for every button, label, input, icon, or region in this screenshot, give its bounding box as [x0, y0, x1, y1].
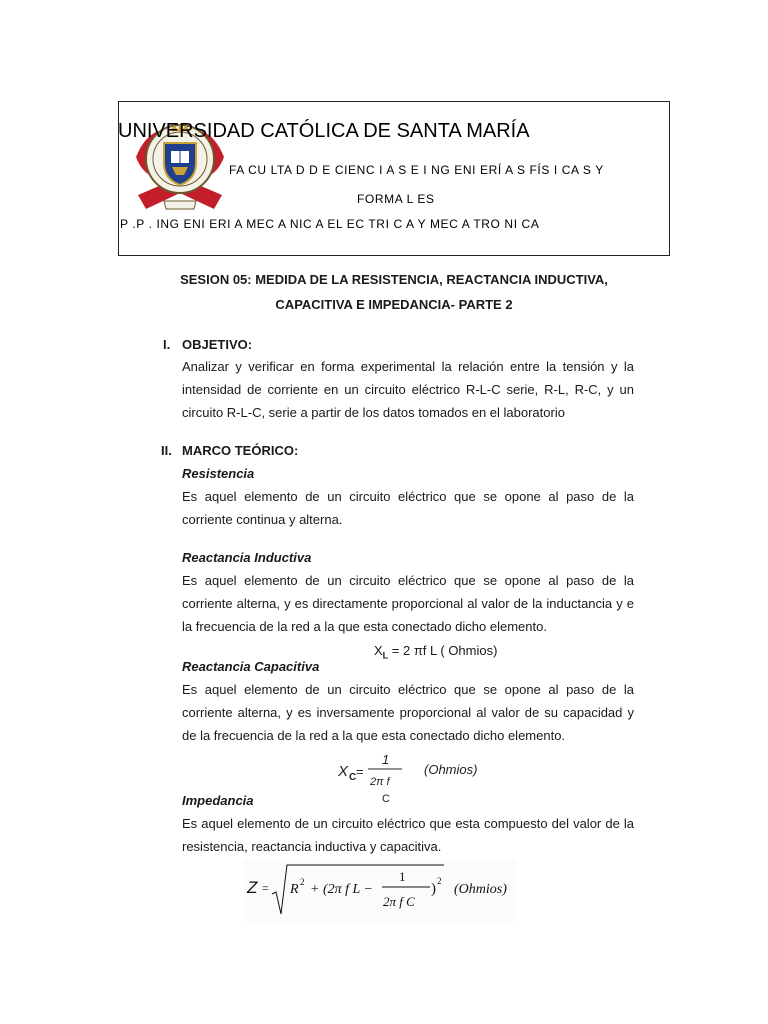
theory-heading: MARCO TEÓRICO: [182, 443, 299, 458]
formula-xc-lhs: X [338, 763, 349, 780]
impedance-heading: Impedancia [182, 793, 254, 808]
formula-xc-subscript: C [349, 772, 357, 783]
resistance-heading: Resistencia [182, 466, 255, 481]
resistance-text: Es aquel elemento de un circuito eléctrico que se opone al paso de la corriente continua y alterna. [182, 489, 634, 527]
formula-xl-subscript: L [382, 650, 389, 661]
professional-school: P .P . ING ENI ERI A MEC A NIC A EL EC TRI C A Y MEC A TRO NI CA [120, 217, 540, 231]
formula-xl-lhs: X [374, 643, 383, 658]
inductive-text: Es aquel elemento de un circuito eléctrico que se opone al paso de la corriente alterna, y es directamente proporcional al valor de la inductancia y e la frecuencia de la red a la que esta conectado dicho elemento. [182, 573, 634, 634]
formula-xc-numerator: 1 [382, 752, 390, 767]
formula-z-denominator: 2π f C [383, 894, 415, 909]
session-title-line1: SESION 05: MEDIDA DE LA RESISTENCIA, REACTANCIA INDUCTIVA, [180, 272, 608, 287]
university-name: UNIVERSIDAD CATÓLICA DE SANTA MARÍA [118, 120, 530, 142]
capacitive-text: Es aquel elemento de un circuito eléctrico que se opone al paso de la corriente alterna, y es inversamente proporcional al valor de su capacidad y de la frecuencia de la red a la que esta conectado dicho elemento. [182, 682, 634, 743]
formula-z-close-paren: ) [431, 881, 436, 897]
faculty-name-line2: FORMA L ES [357, 192, 435, 206]
inductive-heading: Reactancia Inductiva [182, 550, 312, 565]
formula-z-lhs: Z [247, 878, 258, 897]
impedance-formula [244, 860, 516, 922]
formula-z-close-exponent: 2 [437, 876, 442, 886]
inductive-reactance-formula [374, 643, 497, 661]
capacitive-heading: Reactancia Capacitiva [182, 659, 320, 674]
formula-xc-denominator-overflow: C [382, 793, 390, 805]
formula-z-middle: + (2π f L − [310, 882, 373, 897]
theory-number: II. [161, 443, 172, 458]
formula-z-equals: = [262, 881, 269, 895]
session-title-line2: CAPACITIVA E IMPEDANCIA- PARTE 2 [275, 297, 513, 312]
formula-xc-equals: = [356, 764, 364, 779]
formula-z-r-exponent: 2 [300, 877, 305, 887]
objective-number: I. [163, 337, 171, 352]
capacitive-reactance-formula [338, 752, 538, 808]
faculty-name-line1: FA CU LTA D D E CIENC I A S E I NG ENI ERÍ A S FÍS I CA S Y [229, 163, 604, 177]
formula-z-numerator: 1 [399, 869, 406, 884]
formula-z-unit: (Ohmios) [454, 882, 507, 897]
impedance-text: Es aquel elemento de un circuito eléctrico que esta compuesto del valor de la resistencia, reactancia inductiva y capacitiva. [182, 816, 634, 854]
formula-xc-denominator: 2π f [370, 776, 390, 788]
formula-xl-rhs: = 2 πf L ( Ohmios) [388, 643, 498, 658]
formula-z-r: R [290, 882, 299, 897]
objective-text: Analizar y verificar en forma experimental la relación entre la tensión y la intensidad de corriente en un circuito eléctrico R-L-C serie, R-L, R-C, y un circuito R-L-C, serie a partir de los datos tomados en el laboratorio [182, 359, 634, 420]
formula-xc-unit: (Ohmios) [424, 762, 478, 777]
objective-heading: OBJETIVO: [182, 337, 253, 352]
